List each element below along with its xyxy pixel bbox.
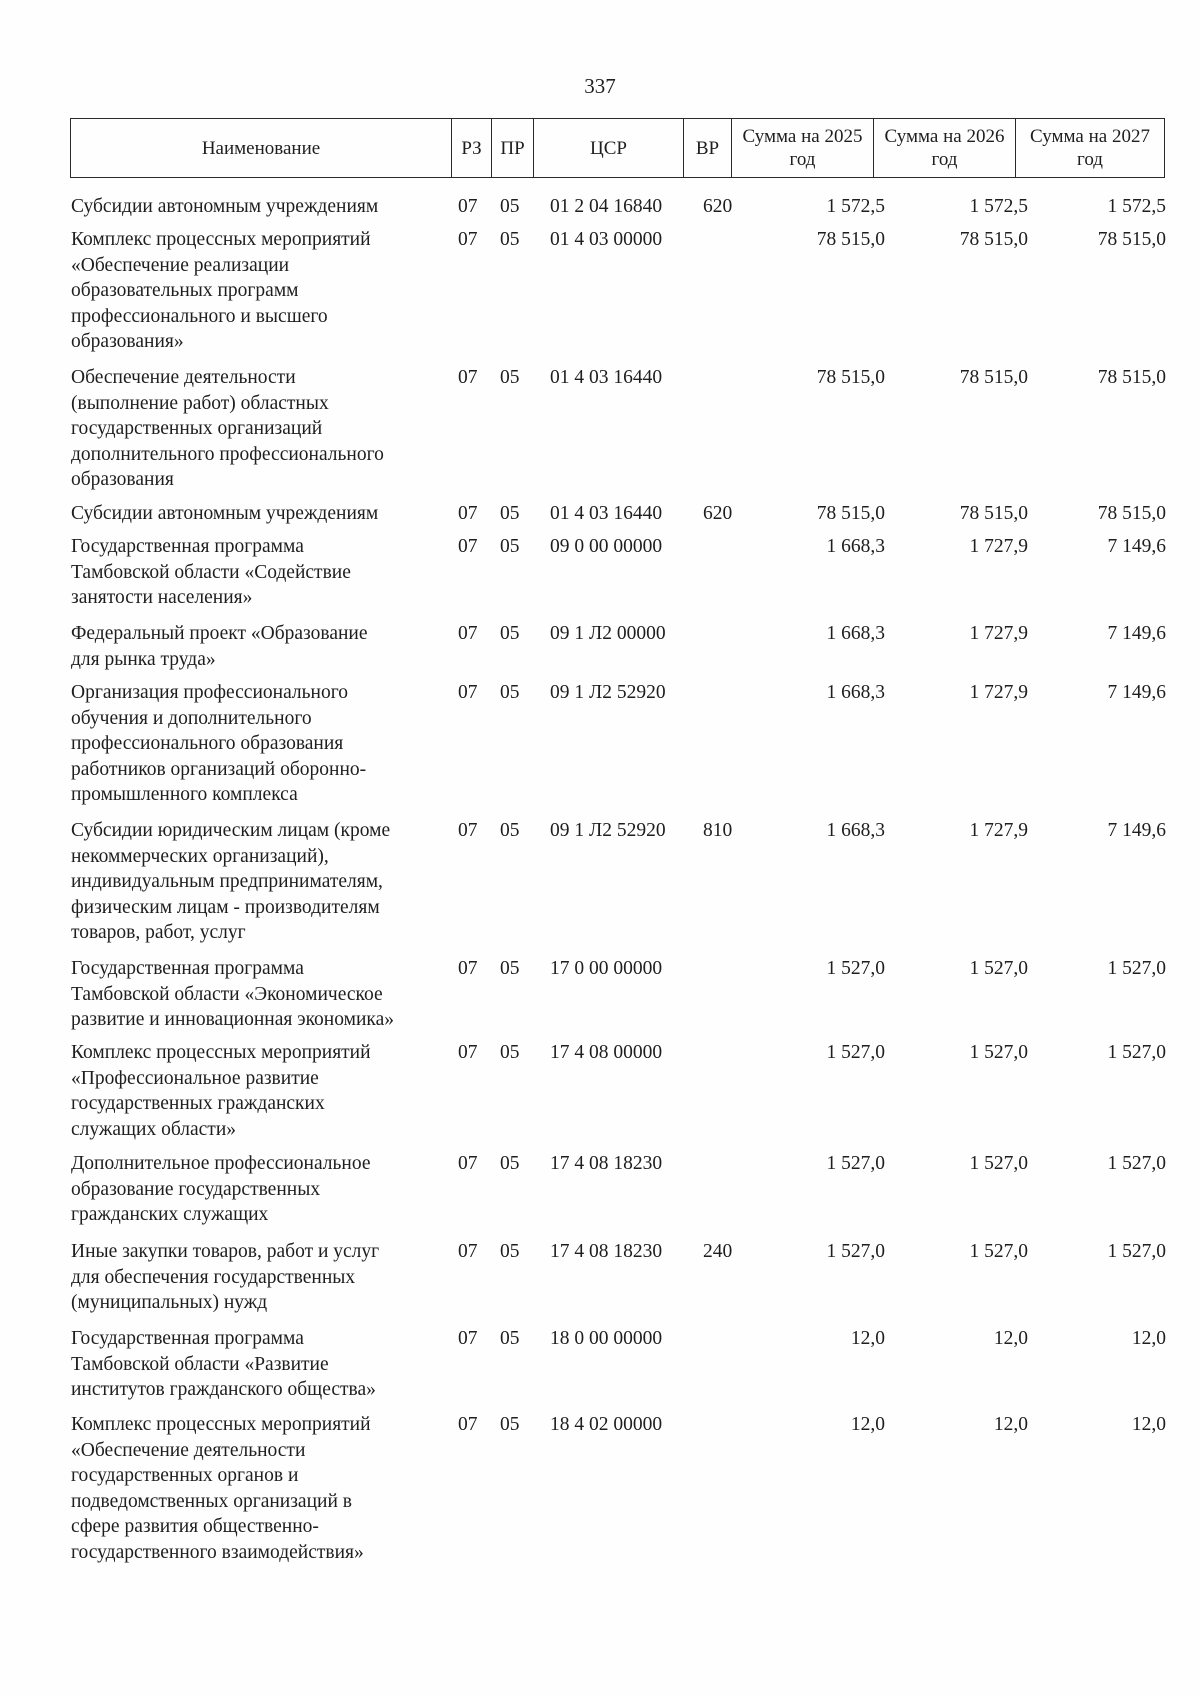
header-vr: ВР xyxy=(684,119,732,178)
row-name xyxy=(71,501,451,527)
row-name-line: работников организаций оборонно- xyxy=(71,758,367,780)
row-sum-2027: 12,0 xyxy=(1131,1328,1166,1349)
row-name-line: гражданских служащих xyxy=(71,1204,269,1225)
row-csr: 01 2 04 16840 xyxy=(550,196,663,217)
row-csr: 01 4 03 16440 xyxy=(550,367,663,388)
row-sum-2025: 1 527,0 xyxy=(826,1241,885,1262)
row-sum-2025: 1 572,5 xyxy=(826,196,885,217)
page-number: 337 xyxy=(584,74,616,98)
row-pr: 05 xyxy=(500,1153,520,1174)
row-name xyxy=(71,1151,451,1228)
row-sum-2025: 12,0 xyxy=(850,1414,885,1435)
row-csr: 17 4 08 18230 xyxy=(550,1241,663,1262)
row-sum-2025: 1 527,0 xyxy=(826,1153,885,1174)
row-csr: 09 0 00 00000 xyxy=(550,536,663,557)
header-csr: ЦСР xyxy=(534,119,684,178)
row-name-line: образовательных программ xyxy=(71,280,299,301)
row-rz: 07 xyxy=(458,958,478,979)
row-name-line: развитие и инновационная экономика» xyxy=(71,1009,394,1030)
row-pr: 05 xyxy=(500,623,520,644)
row-name-line: Тамбовской области «Развитие xyxy=(71,1353,329,1375)
row-name xyxy=(71,365,451,493)
header-sum-2027: Сумма на 2027 год xyxy=(1016,119,1165,178)
row-rz: 07 xyxy=(458,1241,478,1262)
row-name-line: индивидуальным предпринимателям, xyxy=(71,871,383,892)
row-vr: 810 xyxy=(703,820,733,841)
row-csr: 17 4 08 00000 xyxy=(550,1042,663,1063)
row-name-line: некоммерческих организаций), xyxy=(71,845,329,867)
row-name xyxy=(71,1239,451,1316)
row-csr: 09 1 Л2 00000 xyxy=(550,623,666,644)
row-csr: 09 1 Л2 52920 xyxy=(550,820,666,841)
row-csr: 01 4 03 16440 xyxy=(550,503,663,524)
row-name-line: служащих области» xyxy=(71,1118,237,1140)
row-pr: 05 xyxy=(500,1328,520,1349)
row-csr: 09 1 Л2 52920 xyxy=(550,682,666,703)
row-sum-2026: 1 527,0 xyxy=(969,1241,1028,1262)
row-name-line: для обеспечения государственных xyxy=(71,1266,356,1288)
row-name-line: Тамбовской области «Экономическое xyxy=(71,983,383,1005)
row-rz: 07 xyxy=(458,1414,478,1435)
row-csr: 17 4 08 18230 xyxy=(550,1153,663,1174)
header-name: Наименование xyxy=(71,119,452,178)
row-rz: 07 xyxy=(458,623,478,644)
row-name-line: профессионального и высшего xyxy=(71,305,328,327)
row-sum-2026: 1 527,0 xyxy=(969,1153,1028,1174)
row-name-line: Государственная программа xyxy=(71,536,304,557)
row-pr: 05 xyxy=(500,503,520,524)
row-name-line: образования xyxy=(71,469,174,490)
row-sum-2027: 7 149,6 xyxy=(1107,536,1166,557)
row-name xyxy=(71,1040,451,1142)
row-sum-2025: 78 515,0 xyxy=(816,503,885,524)
row-name xyxy=(71,1326,451,1403)
row-name-line: Субсидии юридическим лицам (кроме xyxy=(71,820,391,841)
row-name-line: занятости населения» xyxy=(71,587,253,608)
row-rz: 07 xyxy=(458,536,478,557)
row-csr: 17 0 00 00000 xyxy=(550,958,663,979)
row-pr: 05 xyxy=(500,820,520,841)
row-vr: 620 xyxy=(703,196,733,217)
row-sum-2026: 12,0 xyxy=(993,1328,1028,1349)
row-sum-2027: 1 527,0 xyxy=(1107,1042,1166,1063)
row-pr: 05 xyxy=(500,196,520,217)
row-sum-2027: 78 515,0 xyxy=(1097,503,1166,524)
row-name-line: (муниципальных) нужд xyxy=(71,1292,268,1313)
row-sum-2026: 1 527,0 xyxy=(969,1042,1028,1063)
row-name-line: для рынка труда» xyxy=(71,648,216,670)
row-sum-2026: 12,0 xyxy=(993,1414,1028,1435)
row-sum-2026: 78 515,0 xyxy=(959,503,1028,524)
row-name-line: Комплекс процессных мероприятий xyxy=(71,229,371,250)
row-sum-2027: 1 527,0 xyxy=(1107,1241,1166,1262)
row-name-line: подведомственных организаций в xyxy=(71,1490,352,1512)
row-name xyxy=(71,1412,451,1565)
header-rz: РЗ xyxy=(452,119,492,178)
row-name-line: образования» xyxy=(71,331,184,352)
row-sum-2025: 78 515,0 xyxy=(816,367,885,388)
row-name-line: Комплекс процессных мероприятий xyxy=(71,1414,371,1435)
row-name-line: Тамбовской области «Содействие xyxy=(71,561,351,583)
row-name-line: «Обеспечение реализации xyxy=(71,254,290,276)
row-rz: 07 xyxy=(458,1042,478,1063)
row-sum-2026: 78 515,0 xyxy=(959,367,1028,388)
row-name xyxy=(71,956,451,1033)
row-csr: 18 0 00 00000 xyxy=(550,1328,663,1349)
row-sum-2027: 78 515,0 xyxy=(1097,367,1166,388)
row-pr: 05 xyxy=(500,958,520,979)
row-name-line: институтов гражданского общества» xyxy=(71,1379,376,1400)
row-sum-2027: 1 572,5 xyxy=(1107,196,1166,217)
row-vr: 620 xyxy=(703,503,733,524)
row-name-line: Субсидии автономным учреждениям xyxy=(71,196,379,217)
row-rz: 07 xyxy=(458,682,478,703)
row-sum-2027: 7 149,6 xyxy=(1107,820,1166,841)
row-name-line: Субсидии автономным учреждениям xyxy=(71,503,379,524)
row-name-line: Федеральный проект «Образование xyxy=(71,623,368,644)
row-pr: 05 xyxy=(500,229,520,250)
row-name xyxy=(71,680,451,808)
row-name-line: физическим лицам - производителям xyxy=(71,896,380,918)
row-sum-2027: 1 527,0 xyxy=(1107,958,1166,979)
row-name-line: образование государственных xyxy=(71,1178,321,1200)
row-sum-2026: 1 727,9 xyxy=(969,536,1028,557)
header-sum-2026: Сумма на 2026 год xyxy=(874,119,1016,178)
row-rz: 07 xyxy=(458,503,478,524)
row-pr: 05 xyxy=(500,1042,520,1063)
row-name-line: промышленного комплекса xyxy=(71,784,298,805)
row-name-line: Организация профессионального xyxy=(71,682,348,703)
row-sum-2025: 1 668,3 xyxy=(826,536,885,557)
row-name-line: Комплекс процессных мероприятий xyxy=(71,1042,371,1063)
row-sum-2025: 1 668,3 xyxy=(826,623,885,644)
row-name-line: Государственная программа xyxy=(71,1328,304,1349)
row-rz: 07 xyxy=(458,1328,478,1349)
row-name-line: Обеспечение деятельности xyxy=(71,367,296,388)
row-vr: 240 xyxy=(703,1241,733,1262)
row-sum-2025: 1 527,0 xyxy=(826,958,885,979)
row-sum-2026: 1 572,5 xyxy=(969,196,1028,217)
row-name-line: государственных организаций xyxy=(71,418,323,439)
header-pr: ПР xyxy=(492,119,534,178)
row-name-line: товаров, работ, услуг xyxy=(71,922,246,943)
row-name xyxy=(71,818,451,946)
row-sum-2025: 1 668,3 xyxy=(826,820,885,841)
row-pr: 05 xyxy=(500,367,520,388)
row-rz: 07 xyxy=(458,367,478,388)
row-name xyxy=(71,194,451,220)
row-name-line: сфере развития общественно- xyxy=(71,1516,319,1537)
row-sum-2026: 1 727,9 xyxy=(969,623,1028,644)
row-name-line: дополнительного профессионального xyxy=(71,443,384,465)
row-sum-2027: 7 149,6 xyxy=(1107,623,1166,644)
row-name-line: обучения и дополнительного xyxy=(71,707,312,729)
row-pr: 05 xyxy=(500,1414,520,1435)
row-sum-2027: 12,0 xyxy=(1131,1414,1166,1435)
row-sum-2025: 78 515,0 xyxy=(816,229,885,250)
row-sum-2026: 1 727,9 xyxy=(969,820,1028,841)
row-name-line: государственных гражданских xyxy=(71,1093,325,1114)
row-sum-2026: 1 727,9 xyxy=(969,682,1028,703)
row-sum-2027: 78 515,0 xyxy=(1097,229,1166,250)
row-name-line: «Профессиональное развитие xyxy=(71,1067,319,1089)
header-sum-2025: Сумма на 2025 год xyxy=(732,119,874,178)
row-pr: 05 xyxy=(500,1241,520,1262)
row-csr: 01 4 03 00000 xyxy=(550,229,663,250)
row-name-line: Дополнительное профессиональное xyxy=(71,1153,371,1174)
table-header xyxy=(70,118,1165,178)
row-name xyxy=(71,227,451,355)
row-name xyxy=(71,534,451,611)
row-csr: 18 4 02 00000 xyxy=(550,1414,663,1435)
row-rz: 07 xyxy=(458,820,478,841)
row-rz: 07 xyxy=(458,1153,478,1174)
row-sum-2027: 1 527,0 xyxy=(1107,1153,1166,1174)
row-name-line: Государственная программа xyxy=(71,958,304,979)
row-sum-2025: 12,0 xyxy=(850,1328,885,1349)
row-name-line: Иные закупки товаров, работ и услуг xyxy=(71,1241,380,1262)
row-name-line: государственных органов и xyxy=(71,1465,299,1486)
row-name-line: (выполнение работ) областных xyxy=(71,392,329,414)
row-name-line: государственного взаимодействия» xyxy=(71,1541,364,1563)
row-sum-2026: 78 515,0 xyxy=(959,229,1028,250)
row-name-line: профессионального образования xyxy=(71,733,344,754)
row-pr: 05 xyxy=(500,682,520,703)
row-pr: 05 xyxy=(500,536,520,557)
row-name xyxy=(71,621,451,672)
row-sum-2025: 1 527,0 xyxy=(826,1042,885,1063)
row-sum-2026: 1 527,0 xyxy=(969,958,1028,979)
row-sum-2025: 1 668,3 xyxy=(826,682,885,703)
row-name-line: «Обеспечение деятельности xyxy=(71,1439,306,1461)
row-rz: 07 xyxy=(458,229,478,250)
row-sum-2027: 7 149,6 xyxy=(1107,682,1166,703)
row-rz: 07 xyxy=(458,196,478,217)
